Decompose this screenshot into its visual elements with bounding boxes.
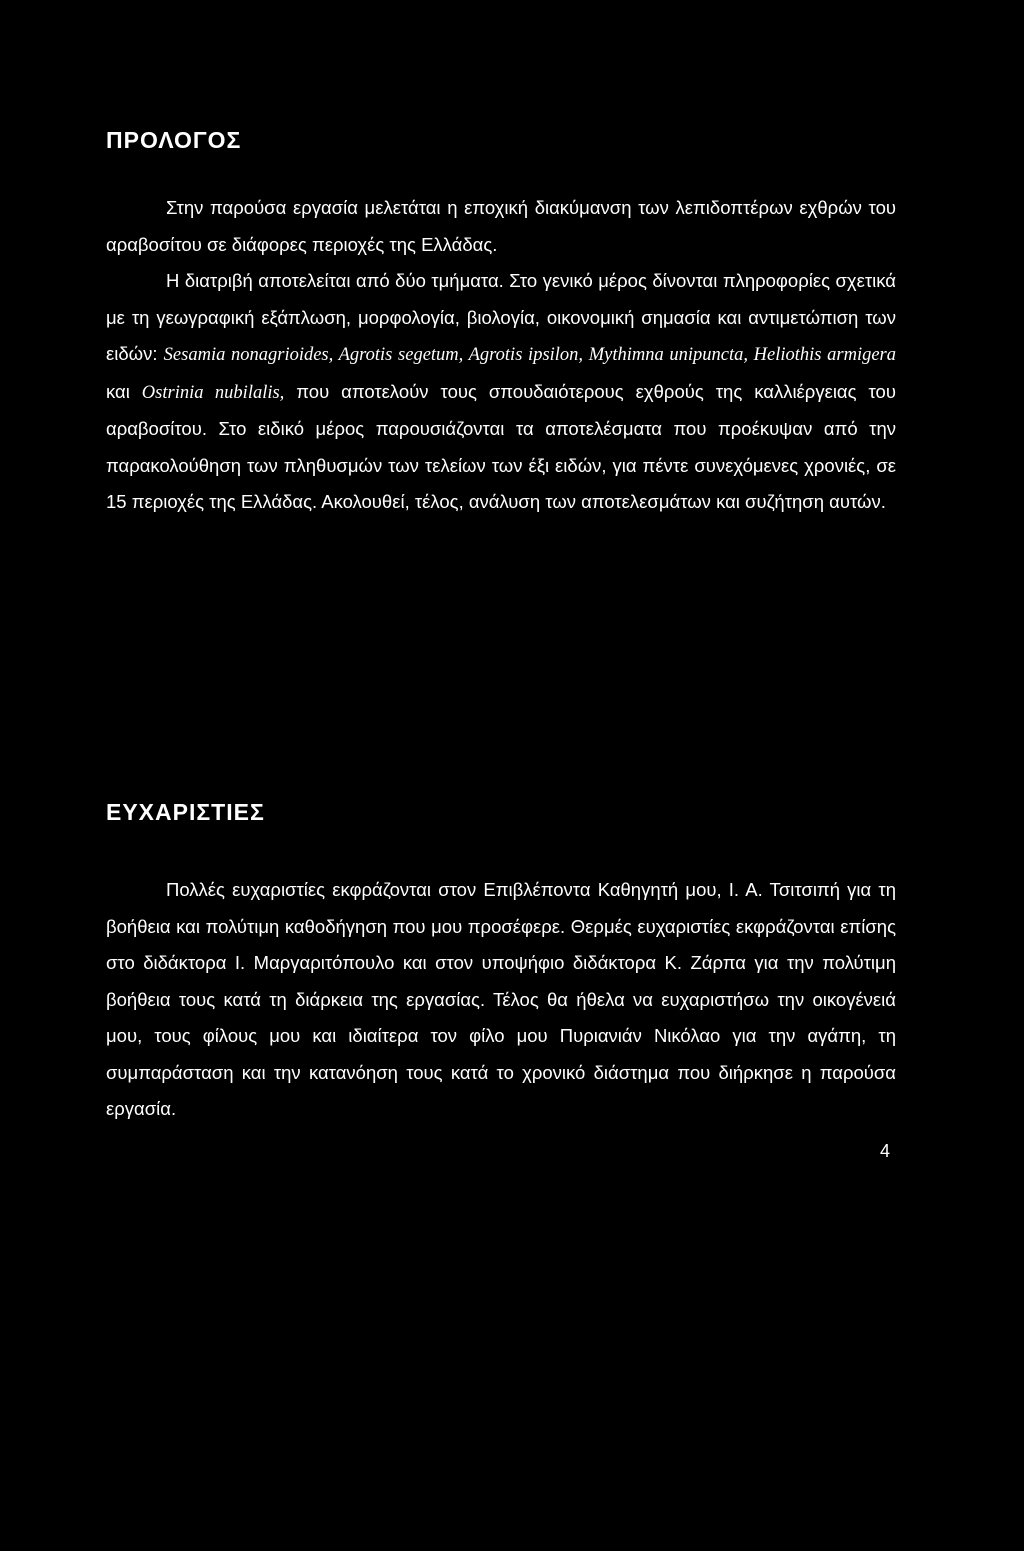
species-ostrinia: Ostrinia nubilalis, — [141, 382, 285, 403]
acknowledgements-heading: ΕΥΧΑΡΙΣΤΙΕΣ — [106, 799, 265, 825]
prologue-body — [106, 190, 896, 521]
prologue-paragraph-2 — [106, 263, 896, 521]
prologue-p2-text-c: που αποτελούν τους σπουδαιότερους εχθρούς της καλλιέργειας του αραβοσίτου. Στο ειδικό μέρος παρουσιάζονται τα αποτελέσματα που προέκυψαν από την παρακολούθηση των πληθυσμών των τελείων των έξι ειδών, για πέντε συνεχόμενες χρονιές, σε 15 περιοχές της Ελλάδας. Ακολουθεί, τέλος, ανάλυση των αποτελεσμάτων και συζήτηση αυτών. — [106, 380, 896, 512]
acknowledgements-body — [106, 872, 896, 1128]
acknowledgements-paragraph: Πολλές ευχαριστίες εκφράζονται στον Επιβλέποντα Καθηγητή μου, Ι. Α. Τσιτσιπή για τη βοήθεια και πολύτιμη καθοδήγηση που μου προσέφερε. Θερμές ευχαριστίες εκφράζονται επίσης στο διδάκτορα Ι. Μαργαριτόπουλο και στον υποψήφιο διδάκτορα Κ. Ζάρπα για την πολύτιμη βοήθεια τους κατά τη διάρκεια της εργασίας. Τέλος θα ήθελα να ευχαριστήσω την οικογένειά μου, τους φίλους μου και ιδιαίτερα τον φίλο μου Πυριανιάν Νικόλαο για την αγάπη, τη συμπαράσταση και την κατανόηση τους κατά το χρονικό διάστημα που διήρκησε η παρούσα εργασία. — [106, 879, 896, 1119]
prologue-p2-text-b: και — [106, 380, 142, 402]
prologue-paragraph-1: Στην παρούσα εργασία μελετάται η εποχική διακύμανση των λεπιδοπτέρων εχθρών του αραβοσίτου σε διάφορες περιοχές της Ελλάδας. — [106, 197, 896, 255]
species-list: Sesamia nonagrioides, Agrotis segetum, Agrotis ipsilon, Mythimna unipuncta, Heliothis armigera — [163, 345, 896, 365]
prologue-p2-text-a: Η διατριβή αποτελείται από δύο τμήματα. Στο γενικό μέρος δίνονται πληροφορίες σχετικά με τη γεωγραφική εξάπλωση, μορφολογία, βιολογία, οικονομική σημασία και αντιμετώπιση των ειδών: — [106, 270, 896, 364]
page-number: 4 — [880, 1141, 891, 1161]
prologue-heading: ΠΡΟΛΟΓΟΣ — [106, 127, 242, 153]
